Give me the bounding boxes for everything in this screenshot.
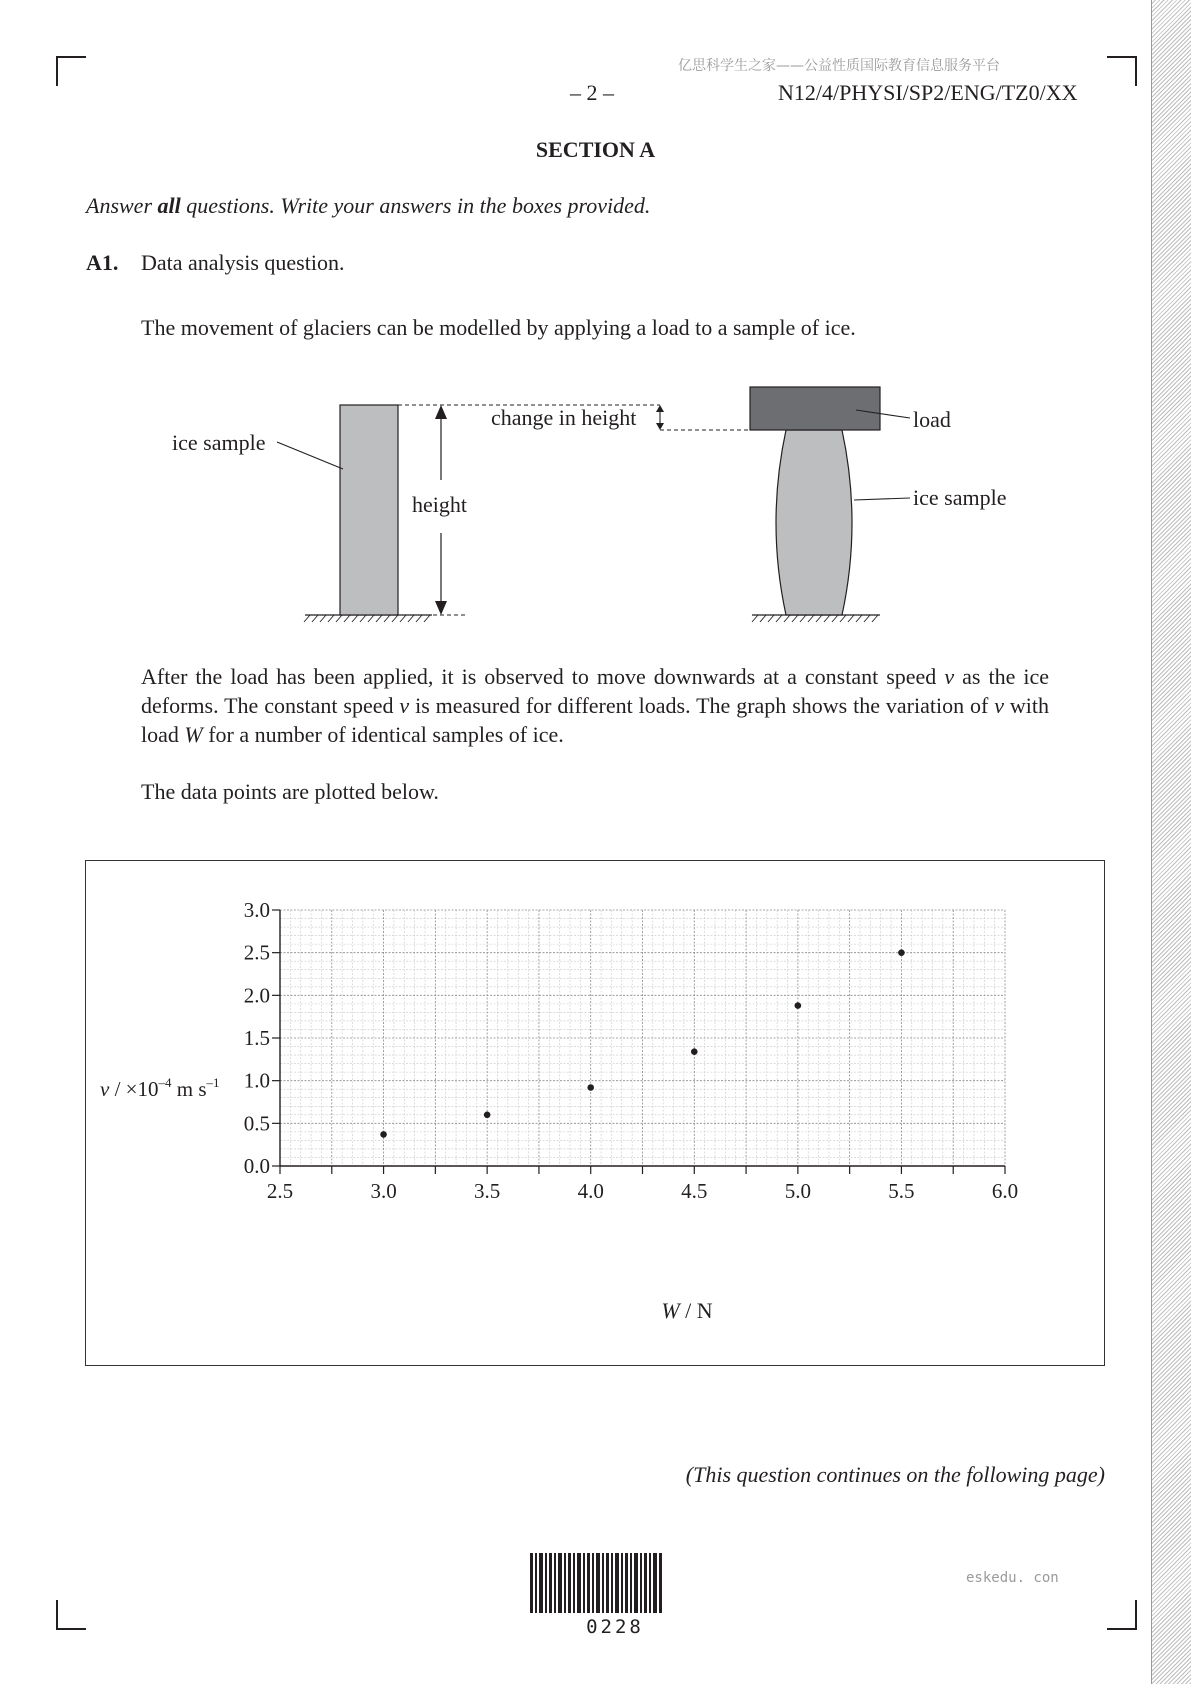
data-point <box>587 1084 594 1091</box>
load-block <box>750 387 880 430</box>
y-tick-label: 1.5 <box>243 1026 270 1050</box>
y-axis-label <box>100 1075 220 1101</box>
paper-code: N12/4/PHYSI/SP2/ENG/TZ0/XX <box>778 80 1078 105</box>
crop-mark-top-left <box>56 56 86 86</box>
y-axis-var: v <box>100 1077 110 1101</box>
ice-sample-right <box>776 430 852 615</box>
y-tick-label: 1.0 <box>243 1068 270 1093</box>
scatter-chart <box>85 860 1105 1366</box>
instructions-post: questions. Write your answers in the boxes provided. <box>180 193 651 218</box>
barcode-number: 0228 <box>586 1616 644 1638</box>
label-ice-sample-right: ice sample <box>913 485 1007 510</box>
label-ice-sample-left: ice sample <box>172 430 266 455</box>
text-run: is measured for different loads. The graph shows the variation of <box>409 693 995 718</box>
x-axis-var: W <box>661 1298 680 1323</box>
instructions-pre: Answer <box>86 193 158 218</box>
question-number: A1. <box>86 250 119 275</box>
x-tick-label: 5.0 <box>784 1179 811 1203</box>
question-paragraph-observation <box>141 662 1049 749</box>
italic-variable: v <box>994 693 1004 718</box>
ground-right <box>752 615 880 622</box>
text-run: After the load has been applied, it is observed to move downwards at a constant speed <box>141 664 945 689</box>
x-tick-label: 5.5 <box>888 1179 915 1203</box>
y-axis-scale: / ×10 <box>109 1077 159 1101</box>
binding-strip <box>1151 0 1191 1684</box>
data-point <box>380 1131 387 1138</box>
crop-mark-bottom-right <box>1107 1600 1137 1630</box>
barcode <box>530 1553 662 1613</box>
header-watermark: 亿思科学生之家——公益性质国际教育信息服务平台 <box>678 58 1000 74</box>
y-axis-unit: m s <box>171 1077 207 1101</box>
y-tick-label: 2.0 <box>243 983 270 1008</box>
text-run: for a number of identical samples of ice. <box>202 722 564 747</box>
y-axis-scale-exp: –4 <box>158 1075 172 1090</box>
ground-left <box>304 615 432 622</box>
continues-note: (This question continues on the following page) <box>685 1462 1105 1487</box>
text-run: with load <box>141 693 1049 747</box>
x-axis-unit: / N <box>679 1298 713 1323</box>
crop-mark-top-right <box>1107 56 1137 86</box>
ice-sample-left-leader <box>277 442 343 469</box>
y-tick-label: 0.5 <box>243 1111 270 1136</box>
x-tick-label: 2.5 <box>266 1179 294 1203</box>
page-number: – 2 – <box>570 80 614 105</box>
x-tick-label: 6.0 <box>991 1179 1019 1203</box>
question-intro: The movement of glaciers can be modelled by applying a load to a sample of ice. <box>141 315 856 340</box>
text-run: as the ice deforms. The constant speed <box>141 664 1049 718</box>
grid-major <box>280 910 1005 1166</box>
question-title: Data analysis question. <box>141 250 345 275</box>
section-title: SECTION A <box>535 137 656 162</box>
label-load: load <box>913 407 951 432</box>
instructions-bold: all <box>157 193 181 218</box>
y-tick-label: 2.5 <box>243 940 270 965</box>
data-point <box>795 1002 802 1009</box>
italic-variable: W <box>184 722 203 747</box>
x-tick-label: 3.5 <box>474 1179 501 1203</box>
change-in-height-arrow <box>656 405 664 430</box>
italic-variable: v <box>944 664 955 689</box>
data-point <box>484 1112 491 1119</box>
label-height: height <box>412 492 467 517</box>
italic-variable: v <box>399 693 410 718</box>
label-change-in-height: change in height <box>491 405 637 430</box>
y-tick-label: 3.0 <box>243 898 270 922</box>
x-tick-label: 4.0 <box>577 1179 604 1203</box>
x-tick-label: 4.5 <box>681 1179 708 1203</box>
crop-mark-bottom-left <box>56 1600 86 1630</box>
y-tick-label: 0.0 <box>243 1154 270 1178</box>
section-instructions <box>86 193 650 219</box>
data-point <box>691 1048 698 1055</box>
y-axis-unit-exp: –1 <box>206 1075 220 1090</box>
footer-watermark: eskedu. con <box>966 1570 1059 1586</box>
ice-sample-left <box>340 405 398 615</box>
x-axis-label <box>661 1298 712 1323</box>
question-paragraph-data: The data points are plotted below. <box>141 779 439 804</box>
data-point <box>898 949 905 956</box>
x-tick-label: 3.0 <box>370 1179 397 1203</box>
glacier-model-diagram <box>160 375 1040 625</box>
ice-sample-right-leader <box>854 498 910 500</box>
